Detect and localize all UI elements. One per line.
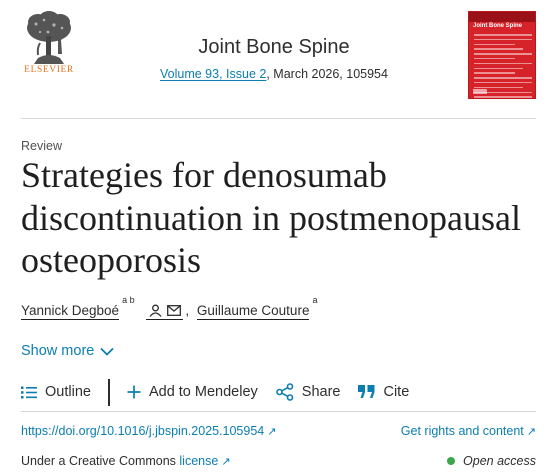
outline-button[interactable] (21, 384, 91, 400)
quote-icon (358, 385, 375, 399)
doi-text: https://doi.org/10.1016/j.jbspin.2025.105954 (21, 424, 265, 438)
show-more-label: Show more (21, 343, 95, 359)
license-link[interactable] (179, 454, 230, 468)
author-name[interactable]: Guillaume Couture (196, 302, 310, 318)
rights-text: Get rights and content (400, 424, 524, 438)
issue-info (0, 67, 548, 81)
author-contact-links[interactable] (146, 304, 183, 320)
share-button[interactable] (276, 383, 341, 401)
get-rights-link[interactable] (401, 424, 536, 438)
external-link-icon: ↗ (221, 456, 231, 468)
journal-title[interactable]: Joint Bone Spine (198, 36, 350, 58)
cover-title: Joint Bone Spine (473, 23, 523, 29)
envelope-icon (167, 305, 181, 316)
issue-link[interactable]: Volume 93, Issue 2 (160, 67, 267, 81)
author-separator: , (185, 302, 190, 318)
article-toolbar (21, 378, 409, 406)
add-to-mendeley-button[interactable] (127, 384, 258, 400)
article-title: Strategies for denosumab discontinuation in postmenopausal osteoporosis (21, 155, 521, 280)
share-icon (276, 383, 294, 401)
author-affiliation-marker[interactable]: a b (122, 295, 135, 305)
author-affiliation-marker[interactable]: a (312, 295, 318, 305)
list-icon (21, 386, 37, 399)
cover-banner (469, 12, 535, 22)
show-more-button[interactable] (21, 343, 114, 359)
author-name[interactable]: Yannick Degboé (21, 302, 120, 318)
plus-icon (127, 385, 141, 399)
article-type: Review (21, 139, 62, 153)
mendeley-label: Add to Mendeley (148, 384, 258, 400)
toolbar-divider (108, 379, 110, 406)
chevron-down-icon (100, 347, 114, 356)
cite-label: Cite (383, 384, 410, 400)
license-notice (21, 454, 231, 468)
author-list (21, 295, 318, 318)
license-prefix: Under a Creative Commons (21, 454, 180, 468)
outline-label: Outline (45, 384, 91, 400)
doi-link[interactable] (21, 424, 276, 438)
license-link-text: license (179, 454, 219, 468)
journal-header (0, 0, 560, 118)
toolbar-divider-line (21, 411, 536, 412)
open-access-dot-icon (447, 457, 455, 465)
person-icon (149, 304, 162, 317)
issue-date: , March 2026, 105954 (266, 67, 388, 81)
external-link-icon: ↗ (267, 426, 277, 438)
open-access-badge (447, 454, 536, 468)
journal-cover-thumbnail[interactable] (468, 11, 536, 99)
cite-button[interactable] (358, 384, 409, 400)
cover-logo (473, 89, 487, 94)
publisher-name: ELSEVIER (24, 65, 74, 75)
open-access-label: Open access (463, 454, 536, 468)
header-divider (21, 118, 536, 119)
share-label: Share (301, 384, 341, 400)
external-link-icon: ↗ (526, 426, 536, 438)
